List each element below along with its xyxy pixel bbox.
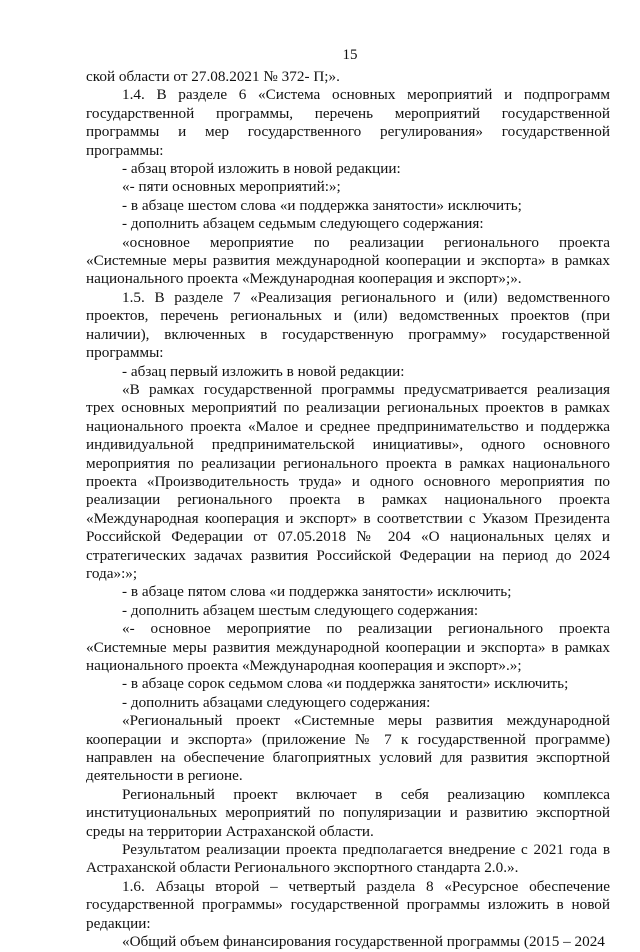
paragraph: «Региональный проект «Системные меры развития международной кооперации и экспорта» (приложение № 7 к государственной программе) направлен на обеспечение благоприятных условий для развития экспортной деятельности в регионе. [86, 712, 610, 785]
page-number: 15 [342, 47, 358, 63]
paragraph: - абзац первый изложить в новой редакции: [122, 362, 405, 380]
paragraph: «В рамках государственной программы предусматривается реализация трех основных мероприятий по реализации региональных проектов в рамках национального проекта «Малое и среднее предпринимательство и поддержка индивидуальной предпринимательской инициативы», одного основного мероприятия по реализации регионального проекта в рамках национального проекта «Производительность труда» и одного основного мероприятия по реализации регионального проекта в рамках национального проекта «Международная кооперация и экспорт» в соответствии с Указом Президента Российской Федерации от 07.05.2018 № 204 «О национальных целях и стратегических задачах развития Российской Федерации на период до 2024 года»:»; [86, 380, 610, 582]
paragraph: - в абзаце сорок седьмом слова «и поддержка занятости» исключить; [122, 675, 569, 693]
paragraph: 1.6. Абзацы второй – четвертый раздела 8 «Ресурсное обеспечение государственной программы» государственной программы изложить в новой редакции: [86, 877, 610, 932]
paragraph: Результатом реализации проекта предполагается внедрение с 2021 года в Астраханской области Регионального экспортного стандарта 2.0.». [86, 841, 610, 877]
paragraph: «- пяти основных мероприятий:»; [122, 178, 341, 196]
paragraph: - в абзаце пятом слова «и поддержка занятости» исключить; [122, 583, 512, 601]
paragraph: «основное мероприятие по реализации регионального проекта «Системные меры развития международной кооперации и экспорта» в рамках национального проекта «Международная кооперация и экспорт»;». [86, 233, 610, 288]
paragraph: 1.5. В разделе 7 «Реализация регионального и (или) ведомственного проектов, перечень региональных и (или) ведомственных проектов (при наличии), включенных в государственную программу» государственной программы: [86, 288, 610, 362]
paragraph: - дополнить абзацем шестым следующего содержания: [122, 601, 479, 619]
paragraph: - абзац второй изложить в новой редакции: [122, 160, 401, 178]
paragraph: - в абзаце шестом слова «и поддержка занятости» исключить; [122, 196, 522, 214]
paragraph: «Общий объем финансирования государственной программы (2015 – 2024 [122, 933, 605, 951]
paragraph: - дополнить абзацем седьмым следующего содержания: [122, 215, 484, 233]
paragraph: ской области от 27.08.2021 № 372- П;». [86, 68, 340, 85]
document-body [86, 68, 610, 952]
paragraph: - дополнить абзацами следующего содержания: [122, 693, 431, 711]
paragraph: 1.4. В разделе 6 «Система основных мероприятий и подпрограмм государственной программы, перечень мероприятий государственной программы и мер государственного регулирования» государственной программы: [86, 86, 610, 159]
paragraph: «- основное мероприятие по реализации регионального проекта «Системные меры развития международной кооперации и экспорта» в рамках национального проекта «Международная кооперация и экспорт».»; [86, 620, 610, 674]
paragraph: Региональный проект включает в себя реализацию комплекса институциональных мероприятий по популяризации и развитию экспортной среды на территории Астраханской области. [86, 785, 610, 840]
